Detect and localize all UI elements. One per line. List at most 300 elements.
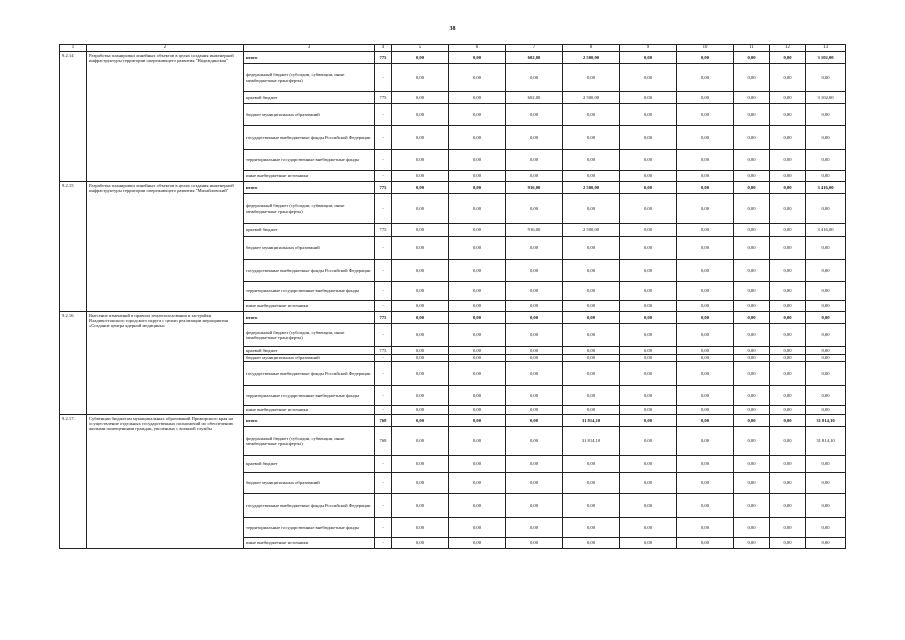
value-cell: 0,00 <box>734 194 770 224</box>
value-cell: 0,00 <box>620 64 677 92</box>
funding-source: федеральный бюджет (субсидии, субвенции, иные межбюджетные трансферты) <box>244 194 375 224</box>
value-cell: 0,00 <box>506 260 563 282</box>
value-cell: 0,00 <box>506 104 563 126</box>
value-cell: 0,00 <box>506 126 563 150</box>
value-cell: 0,00 <box>770 237 806 260</box>
value-cell: 0,00 <box>677 386 734 406</box>
value-cell: 0,00 <box>806 324 846 347</box>
value-cell: 0,00 <box>806 386 846 406</box>
value-cell: 0,00 <box>449 224 506 237</box>
value-cell: 0,00 <box>770 92 806 104</box>
value-cell: 0,00 <box>806 473 846 494</box>
value-cell: 0,00 <box>563 104 620 126</box>
value-cell: 0,00 <box>677 92 734 104</box>
value-cell: 0,00 <box>392 362 449 386</box>
value-cell: 0,00 <box>563 355 620 362</box>
value-cell: 0,00 <box>677 150 734 171</box>
value-cell: 31 814,10 <box>806 415 846 427</box>
value-cell: 0,00 <box>734 362 770 386</box>
value-cell: 0,00 <box>620 538 677 549</box>
budget-table <box>59 44 846 549</box>
value-cell: 0,00 <box>734 104 770 126</box>
value-cell: 0,00 <box>734 182 770 194</box>
value-cell: 0,00 <box>734 126 770 150</box>
value-cell: 0,00 <box>806 362 846 386</box>
value-cell: 0,00 <box>620 347 677 355</box>
header-cell: 4 <box>375 45 392 52</box>
value-cell: 0,00 <box>770 194 806 224</box>
value-cell: 0,00 <box>677 415 734 427</box>
funding-source: государственные внебюджетные фонды Российской Федерации <box>244 362 375 386</box>
header-cell: 1 <box>60 45 87 52</box>
value-cell: 0,00 <box>392 52 449 64</box>
value-cell: 0,00 <box>620 260 677 282</box>
funding-source: итого <box>244 52 375 64</box>
value-cell: 0,00 <box>806 150 846 171</box>
value-cell: 0,00 <box>620 386 677 406</box>
value-cell: 0,00 <box>392 386 449 406</box>
value-cell: 916,00 <box>506 224 563 237</box>
code-cell: 768 <box>375 427 392 456</box>
value-cell: 0,00 <box>392 456 449 473</box>
code-cell: - <box>375 406 392 415</box>
value-cell: 0,00 <box>392 355 449 362</box>
header-cell: 9 <box>620 45 677 52</box>
value-cell: 0,00 <box>677 456 734 473</box>
value-cell: 0,00 <box>770 494 806 518</box>
value-cell: 0,00 <box>449 182 506 194</box>
value-cell: 0,00 <box>506 362 563 386</box>
value-cell: 0,00 <box>770 406 806 415</box>
header-cell: 3 <box>244 45 375 52</box>
value-cell: 0,00 <box>677 406 734 415</box>
value-cell: 0,00 <box>770 386 806 406</box>
funding-source: иные внебюджетные источники <box>244 406 375 415</box>
value-cell: 0,00 <box>734 312 770 324</box>
value-cell: 3 102,00 <box>806 92 846 104</box>
table-row <box>60 415 846 427</box>
code-cell: - <box>375 473 392 494</box>
value-cell: 0,00 <box>506 415 563 427</box>
value-cell: 0,00 <box>770 150 806 171</box>
value-cell: 0,00 <box>770 126 806 150</box>
code-cell: - <box>375 538 392 549</box>
code-cell: 775 <box>375 92 392 104</box>
value-cell: 0,00 <box>770 182 806 194</box>
value-cell: 0,00 <box>392 301 449 312</box>
section-title: Разработка планировки линейных объектов в целях создания инженерной инфраструктуры территории опережающего развития "Надеждинская" <box>87 52 244 182</box>
code-cell: - <box>375 355 392 362</box>
value-cell: 0,00 <box>770 104 806 126</box>
value-cell: 0,00 <box>806 355 846 362</box>
code-cell: - <box>375 194 392 224</box>
value-cell: 0,00 <box>392 312 449 324</box>
value-cell: 0,00 <box>734 415 770 427</box>
value-cell: 0,00 <box>392 126 449 150</box>
value-cell: 0,00 <box>620 182 677 194</box>
code-cell: 775 <box>375 347 392 355</box>
value-cell: 0,00 <box>734 456 770 473</box>
value-cell: 0,00 <box>563 494 620 518</box>
value-cell: 0,00 <box>449 64 506 92</box>
value-cell: 0,00 <box>806 237 846 260</box>
code-cell: - <box>375 237 392 260</box>
value-cell: 0,00 <box>449 194 506 224</box>
code-cell: - <box>375 518 392 538</box>
value-cell: 0,00 <box>734 538 770 549</box>
value-cell: 3 416,00 <box>806 182 846 194</box>
section-code: 9.2.14 <box>60 52 87 182</box>
value-cell: 0,00 <box>806 171 846 182</box>
value-cell: 0,00 <box>392 150 449 171</box>
code-cell: - <box>375 386 392 406</box>
value-cell: 0,00 <box>770 312 806 324</box>
funding-source: итого <box>244 182 375 194</box>
value-cell: 0,00 <box>392 427 449 456</box>
value-cell: 0,00 <box>770 52 806 64</box>
value-cell: 0,00 <box>677 355 734 362</box>
value-cell: 0,00 <box>620 473 677 494</box>
funding-source: федеральный бюджет (субсидии, субвенции, иные межбюджетные трансферты) <box>244 64 375 92</box>
value-cell: 0,00 <box>620 518 677 538</box>
value-cell: 0,00 <box>392 104 449 126</box>
value-cell: 0,00 <box>392 494 449 518</box>
value-cell: 0,00 <box>620 362 677 386</box>
value-cell: 0,00 <box>620 126 677 150</box>
value-cell: 0,00 <box>563 64 620 92</box>
value-cell: 0,00 <box>806 312 846 324</box>
value-cell: 0,00 <box>506 518 563 538</box>
value-cell: 0,00 <box>734 224 770 237</box>
value-cell: 0,00 <box>677 126 734 150</box>
value-cell: 0,00 <box>770 301 806 312</box>
value-cell: 0,00 <box>620 427 677 456</box>
funding-source: иные внебюджетные источники <box>244 301 375 312</box>
section-title: Разработка планировки линейных объектов в целях создания инженерной инфраструктуры территории опережающего развития "Михайловский" <box>87 182 244 312</box>
value-cell: 0,00 <box>392 194 449 224</box>
value-cell: 0,00 <box>392 237 449 260</box>
value-cell: 0,00 <box>506 301 563 312</box>
value-cell: 0,00 <box>563 126 620 150</box>
value-cell: 0,00 <box>620 52 677 64</box>
value-cell: 0,00 <box>770 427 806 456</box>
value-cell: 0,00 <box>563 260 620 282</box>
funding-source: территориальные государственные внебюджетные фонды <box>244 386 375 406</box>
value-cell: 31 814,10 <box>563 427 620 456</box>
value-cell: 0,00 <box>770 473 806 494</box>
section-code: 9.2.16 <box>60 312 87 415</box>
value-cell: 0,00 <box>392 518 449 538</box>
value-cell: 0,00 <box>677 260 734 282</box>
value-cell: 0,00 <box>506 347 563 355</box>
page-number: 38 <box>449 26 456 32</box>
code-cell: 768 <box>375 415 392 427</box>
value-cell: 0,00 <box>506 427 563 456</box>
value-cell: 0,00 <box>563 362 620 386</box>
value-cell: 0,00 <box>392 538 449 549</box>
funding-source: бюджет муниципальных образований <box>244 355 375 362</box>
value-cell: 0,00 <box>620 494 677 518</box>
value-cell: 0,00 <box>770 260 806 282</box>
code-cell: - <box>375 260 392 282</box>
value-cell: 0,00 <box>734 347 770 355</box>
value-cell: 0,00 <box>449 362 506 386</box>
value-cell: 0,00 <box>563 347 620 355</box>
value-cell: 0,00 <box>449 171 506 182</box>
value-cell: 0,00 <box>563 538 620 549</box>
value-cell: 0,00 <box>734 92 770 104</box>
funding-source: государственные внебюджетные фонды Российской Федерации <box>244 260 375 282</box>
code-cell: - <box>375 64 392 92</box>
funding-source: государственные внебюджетные фонды Российской Федерации <box>244 494 375 518</box>
value-cell: 0,00 <box>620 92 677 104</box>
value-cell: 0,00 <box>563 194 620 224</box>
value-cell: 0,00 <box>563 301 620 312</box>
funding-source: итого <box>244 415 375 427</box>
value-cell: 0,00 <box>506 355 563 362</box>
value-cell: 916,00 <box>506 182 563 194</box>
value-cell: 0,00 <box>806 64 846 92</box>
value-cell: 0,00 <box>563 324 620 347</box>
value-cell: 0,00 <box>770 64 806 92</box>
value-cell: 0,00 <box>806 406 846 415</box>
code-cell: - <box>375 150 392 171</box>
value-cell: 0,00 <box>620 171 677 182</box>
value-cell: 0,00 <box>770 171 806 182</box>
value-cell: 0,00 <box>392 224 449 237</box>
value-cell: 0,00 <box>449 301 506 312</box>
value-cell: 0,00 <box>806 104 846 126</box>
value-cell: 0,00 <box>806 194 846 224</box>
value-cell: 0,00 <box>449 347 506 355</box>
value-cell: 0,00 <box>677 301 734 312</box>
value-cell: 0,00 <box>392 406 449 415</box>
value-cell: 0,00 <box>734 237 770 260</box>
funding-source: территориальные государственные внебюджетные фонды <box>244 518 375 538</box>
value-cell: 2 500,00 <box>563 52 620 64</box>
value-cell: 0,00 <box>677 538 734 549</box>
value-cell: 0,00 <box>677 282 734 301</box>
value-cell: 0,00 <box>734 473 770 494</box>
value-cell: 0,00 <box>449 150 506 171</box>
value-cell: 0,00 <box>770 347 806 355</box>
value-cell: 0,00 <box>449 456 506 473</box>
header-cell: 10 <box>677 45 734 52</box>
value-cell: 0,00 <box>677 104 734 126</box>
value-cell: 0,00 <box>506 473 563 494</box>
value-cell: 0,00 <box>449 355 506 362</box>
funding-source: краевой бюджет <box>244 347 375 355</box>
value-cell: 0,00 <box>506 406 563 415</box>
value-cell: 0,00 <box>677 324 734 347</box>
value-cell: 0,00 <box>563 171 620 182</box>
value-cell: 0,00 <box>806 518 846 538</box>
value-cell: 0,00 <box>620 456 677 473</box>
value-cell: 0,00 <box>449 312 506 324</box>
section-title: Субвенции бюджетам муниципальных образований Приморского края на осуществление отдельных государственных полномочий по обеспечению жилыми помещениями граждан, уволенных с военной службы <box>87 415 244 549</box>
funding-source: краевой бюджет <box>244 92 375 104</box>
value-cell: 0,00 <box>677 312 734 324</box>
funding-source: территориальные государственные внебюджетные фонды <box>244 150 375 171</box>
funding-source: краевой бюджет <box>244 456 375 473</box>
value-cell: 0,00 <box>734 355 770 362</box>
value-cell: 0,00 <box>392 282 449 301</box>
section-code: 9.2.17. <box>60 415 87 549</box>
value-cell: 602,00 <box>506 52 563 64</box>
value-cell: 0,00 <box>677 64 734 92</box>
value-cell: 0,00 <box>734 494 770 518</box>
value-cell: 0,00 <box>620 150 677 171</box>
value-cell: 0,00 <box>734 171 770 182</box>
value-cell: 0,00 <box>620 324 677 347</box>
funding-source: государственные внебюджетные фонды Российской Федерации <box>244 126 375 150</box>
value-cell: 602,00 <box>506 92 563 104</box>
value-cell: 0,00 <box>449 104 506 126</box>
value-cell: 0,00 <box>563 312 620 324</box>
value-cell: 2 500,00 <box>563 92 620 104</box>
header-cell: 8 <box>563 45 620 52</box>
funding-source: бюджет муниципальных образований <box>244 237 375 260</box>
value-cell: 0,00 <box>449 427 506 456</box>
code-cell: - <box>375 126 392 150</box>
value-cell: 0,00 <box>677 182 734 194</box>
header-cell: 6 <box>449 45 506 52</box>
code-cell: - <box>375 494 392 518</box>
value-cell: 0,00 <box>392 92 449 104</box>
value-cell: 0,00 <box>449 494 506 518</box>
value-cell: 0,00 <box>620 355 677 362</box>
value-cell: 0,00 <box>506 64 563 92</box>
value-cell: 0,00 <box>806 456 846 473</box>
funding-source: территориальные государственные внебюджетные фонды <box>244 282 375 301</box>
value-cell: 3 416,00 <box>806 224 846 237</box>
funding-source: итого <box>244 312 375 324</box>
code-cell: - <box>375 301 392 312</box>
value-cell: 0,00 <box>449 260 506 282</box>
value-cell: 0,00 <box>392 324 449 347</box>
code-cell: - <box>375 324 392 347</box>
value-cell: 0,00 <box>806 538 846 549</box>
header-cell: 13 <box>806 45 846 52</box>
value-cell: 0,00 <box>506 324 563 347</box>
code-cell: 775 <box>375 312 392 324</box>
value-cell: 0,00 <box>677 362 734 386</box>
funding-source: краевой бюджет <box>244 224 375 237</box>
value-cell: 0,00 <box>734 324 770 347</box>
value-cell: 0,00 <box>506 171 563 182</box>
value-cell: 0,00 <box>449 92 506 104</box>
value-cell: 0,00 <box>563 518 620 538</box>
value-cell: 0,00 <box>392 182 449 194</box>
funding-source: федеральный бюджет (субсидии, субвенции, иные межбюджетные трансферты) <box>244 324 375 347</box>
value-cell: 0,00 <box>506 312 563 324</box>
value-cell: 0,00 <box>449 282 506 301</box>
value-cell: 0,00 <box>734 301 770 312</box>
value-cell: 0,00 <box>620 406 677 415</box>
value-cell: 0,00 <box>770 518 806 538</box>
value-cell: 0,00 <box>770 456 806 473</box>
value-cell: 0,00 <box>734 427 770 456</box>
value-cell: 0,00 <box>677 194 734 224</box>
value-cell: 0,00 <box>734 150 770 171</box>
header-row <box>60 45 846 52</box>
value-cell: 0,00 <box>506 237 563 260</box>
value-cell: 0,00 <box>770 324 806 347</box>
value-cell: 0,00 <box>392 415 449 427</box>
header-cell: 7 <box>506 45 563 52</box>
header-cell: 12 <box>770 45 806 52</box>
value-cell: 0,00 <box>806 494 846 518</box>
value-cell: 0,00 <box>620 312 677 324</box>
value-cell: 0,00 <box>806 282 846 301</box>
value-cell: 0,00 <box>806 301 846 312</box>
table-row <box>60 182 846 194</box>
value-cell: 0,00 <box>620 415 677 427</box>
funding-source: федеральный бюджет (субсидии, субвенции, иные межбюджетные трансферты) <box>244 427 375 456</box>
value-cell: 31 814,10 <box>806 427 846 456</box>
value-cell: 0,00 <box>734 406 770 415</box>
funding-source: иные внебюджетные источники <box>244 171 375 182</box>
code-cell: 775 <box>375 224 392 237</box>
value-cell: 0,00 <box>563 473 620 494</box>
table-row <box>60 312 846 324</box>
value-cell: 0,00 <box>506 456 563 473</box>
value-cell: 0,00 <box>677 237 734 260</box>
value-cell: 0,00 <box>563 386 620 406</box>
value-cell: 0,00 <box>392 64 449 92</box>
value-cell: 0,00 <box>770 538 806 549</box>
code-cell: - <box>375 362 392 386</box>
value-cell: 0,00 <box>620 237 677 260</box>
value-cell: 0,00 <box>677 171 734 182</box>
table-row <box>60 52 846 64</box>
value-cell: 0,00 <box>563 237 620 260</box>
value-cell: 0,00 <box>770 415 806 427</box>
value-cell: 0,00 <box>506 194 563 224</box>
value-cell: 0,00 <box>506 494 563 518</box>
value-cell: 0,00 <box>563 456 620 473</box>
value-cell: 0,00 <box>506 538 563 549</box>
code-cell: - <box>375 104 392 126</box>
value-cell: 0,00 <box>734 282 770 301</box>
code-cell: - <box>375 282 392 301</box>
value-cell: 0,00 <box>563 406 620 415</box>
value-cell: 0,00 <box>770 282 806 301</box>
value-cell: 0,00 <box>770 355 806 362</box>
value-cell: 0,00 <box>449 52 506 64</box>
value-cell: 0,00 <box>734 518 770 538</box>
value-cell: 0,00 <box>392 171 449 182</box>
value-cell: 0,00 <box>677 427 734 456</box>
value-cell: 0,00 <box>806 260 846 282</box>
value-cell: 0,00 <box>563 150 620 171</box>
value-cell: 2 500,00 <box>563 224 620 237</box>
funding-source: бюджет муниципальных образований <box>244 473 375 494</box>
value-cell: 0,00 <box>449 538 506 549</box>
section-title: Внесение изменений в правила землепользования и застройки Владивостокского городского округа с целью реализации мероприятия «Создание центра ядерной медицины» <box>87 312 244 415</box>
value-cell: 0,00 <box>449 324 506 347</box>
value-cell: 0,00 <box>506 150 563 171</box>
code-cell: - <box>375 171 392 182</box>
value-cell: 0,00 <box>449 237 506 260</box>
value-cell: 0,00 <box>449 473 506 494</box>
value-cell: 31 814,10 <box>563 415 620 427</box>
value-cell: 0,00 <box>677 52 734 64</box>
value-cell: 2 500,00 <box>563 182 620 194</box>
funding-source: иные внебюджетные источники <box>244 538 375 549</box>
value-cell: 0,00 <box>770 362 806 386</box>
value-cell: 0,00 <box>677 518 734 538</box>
